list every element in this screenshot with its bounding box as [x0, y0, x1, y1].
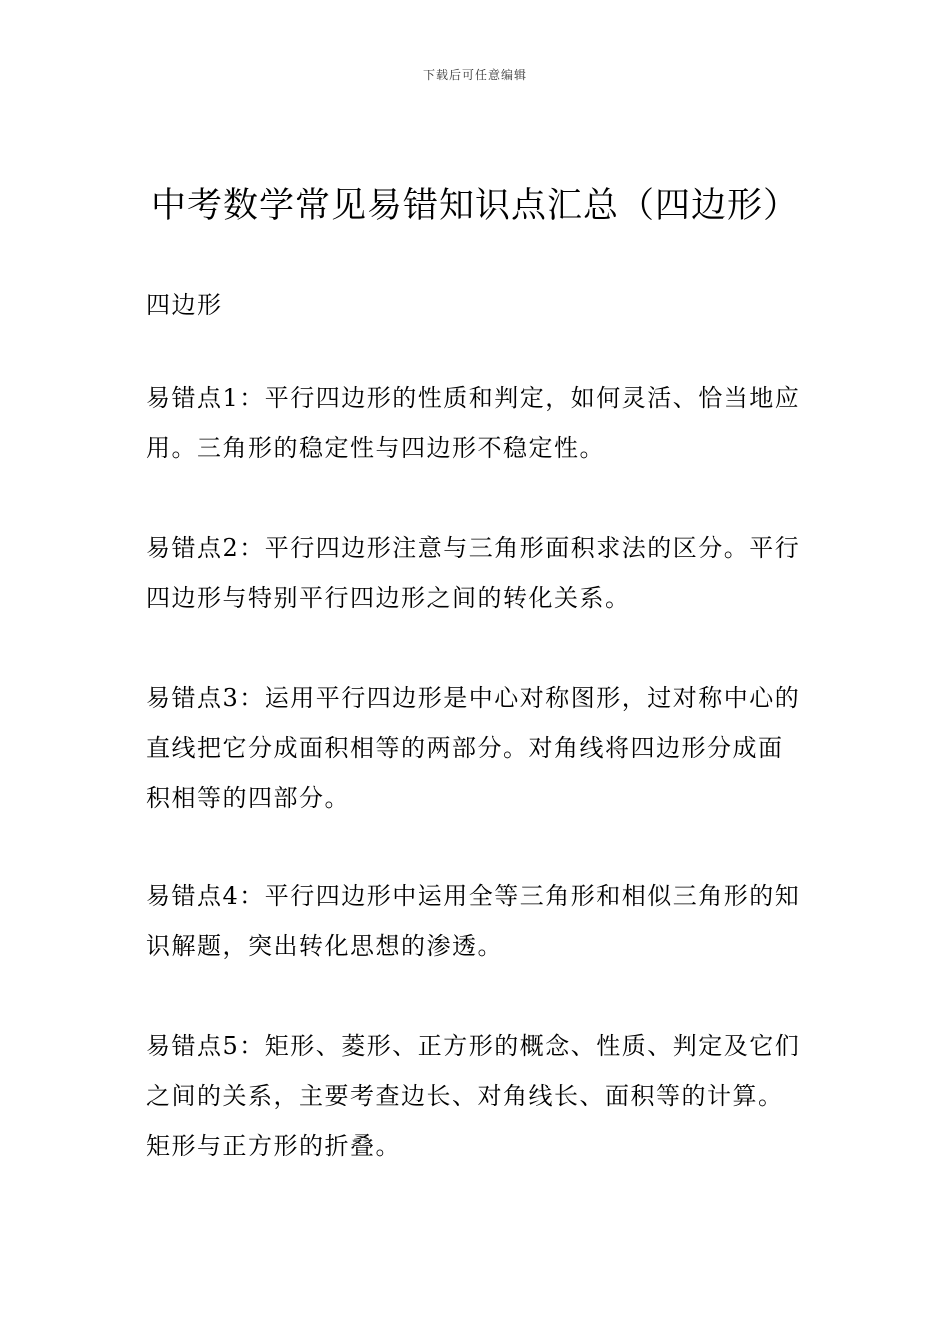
- section-heading: 四边形: [146, 291, 223, 319]
- header-note: 下载后可任意编辑: [422, 68, 527, 82]
- error-point-4: 易错点4：平行四边形中运用全等三角形和相似三角形的知识解题，突出转化思想的渗透。: [146, 882, 801, 960]
- document-title: 中考数学常见易错知识点汇总（四边形）: [150, 186, 799, 226]
- error-point-3: 易错点3：运用平行四边形是中心对称图形，过对称中心的直线把它分成面积相等的两部分。对角线将四边形分成面积相等的四部分。: [146, 684, 801, 812]
- error-point-5: 易错点5：矩形、菱形、正方形的概念、性质、判定及它们之间的关系，主要考查边长、对角线长、面积等的计算。矩形与正方形的折叠。: [146, 1032, 801, 1160]
- error-point-2: 易错点2：平行四边形注意与三角形面积求法的区分。平行四边形与特别平行四边形之间的转化关系。: [146, 534, 801, 612]
- error-point-1: 易错点1：平行四边形的性质和判定，如何灵活、恰当地应用。三角形的稳定性与四边形不稳定性。: [146, 384, 801, 462]
